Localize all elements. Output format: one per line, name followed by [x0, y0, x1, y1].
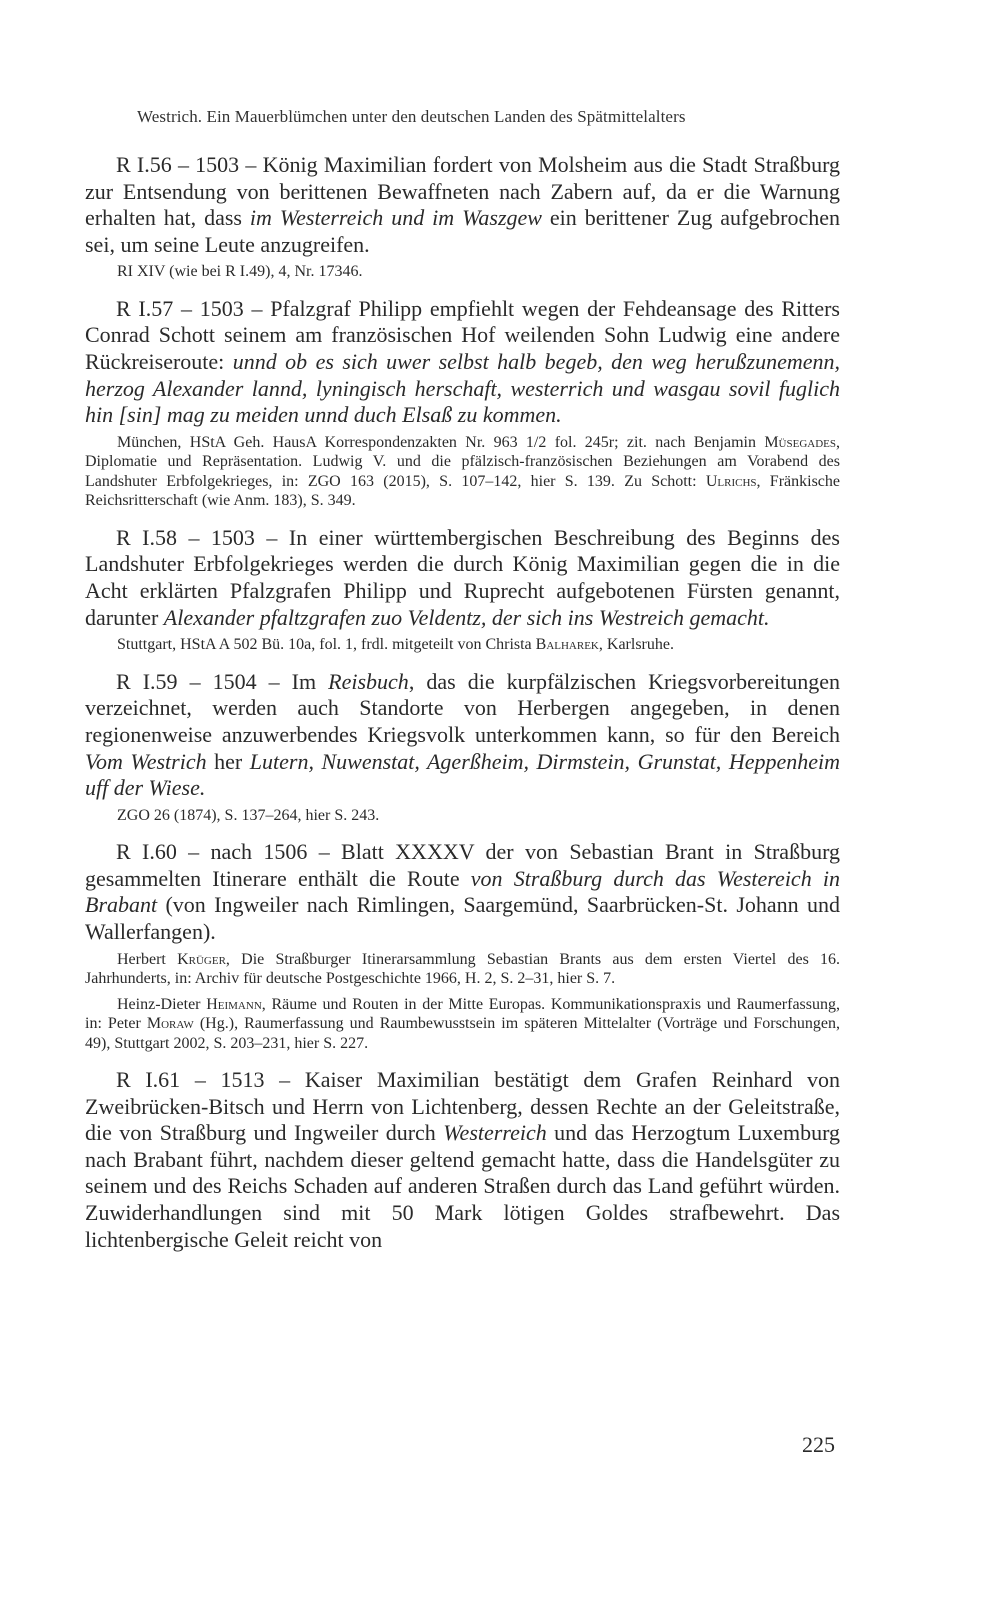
entry-text	[85, 296, 840, 429]
author-name: Ulrichs	[705, 472, 757, 490]
citation-segment: , Räume und Routen in der Mitte Europas. Kommunikationspraxis und Raumerfassung, in: Peter	[85, 995, 841, 1033]
source-citation	[85, 433, 840, 511]
text-segment: R I.61 – 1513 – Kaiser Maximilian bestätigt dem Grafen Reinhard von Zweibrücken-Bitsch und Herrn von Lichtenberg, dessen Rechte an der Geleitstraße, die von Straßburg und Ingweiler durch	[85, 1067, 840, 1146]
regest-entry	[85, 1067, 840, 1253]
author-name: Moraw	[146, 1015, 194, 1033]
text-segment: R I.60 – nach 1506 – Blatt XXXXV der von Sebastian Brant in Straßburg gesammelten Itinerare enthält die Route	[85, 839, 840, 891]
author-name: Müsegades	[764, 433, 836, 451]
author-name: Balharek	[535, 636, 599, 654]
citation-segment: München, HStA Geh. HausA Korrespondenzakten Nr. 963 1/2 fol. 245r; zit. nach Benjamin	[117, 433, 765, 451]
regest-entry	[85, 839, 840, 1053]
quoted-source-text: Westerreich	[443, 1120, 547, 1146]
entry-text	[85, 1067, 840, 1253]
quoted-source-text: von Straßburg durch das Westereich in Brabant	[85, 865, 840, 918]
citation-segment: , Karlsruhe.	[598, 636, 674, 654]
quoted-source-text: unnd ob es sich uwer selbst halb begeb, den weg herußzunemenn, herzog Alexander lannd, lyningisch herschaft, westerrich und wasgau sovil fuglich hin [sin] mag zu meiden unnd duch Elsaß zu kommen.	[85, 349, 840, 428]
entry-text	[85, 525, 840, 631]
citation-segment: ZGO 26 (1874), S. 137–264, hier S. 243.	[117, 806, 380, 824]
regest-entry	[85, 152, 840, 282]
entry-text	[85, 669, 840, 802]
text-segment: R I.57 – 1503 – Pfalzgraf Philipp empfiehlt wegen der Fehdeansage des Ritters Conrad Schott seinem am französischen Hof weilenden Sohn Ludwig eine andere Rückreiseroute:	[85, 295, 840, 375]
text-segment: ein berittener Zug aufgebrochen sei, um seine Leute anzugreifen.	[85, 205, 841, 257]
quoted-source-text: Vom Westrich	[85, 748, 207, 774]
source-citation	[85, 950, 840, 989]
page-number: 225	[802, 1432, 835, 1457]
citation-segment: , Diplomatie und Repräsentation. Ludwig V. und die pfälzisch-französischen Beziehungen am Vorabend des Landshuter Erbfolgekrieges, in: ZGO 163 (2015), S. 107–142, hier S. 139. Zu Schott:	[85, 433, 840, 490]
text-segment: (von Ingweiler nach Rimlingen, Saargemünd, Saarbrücken-St. Johann und Wallerfangen).	[85, 892, 840, 944]
text-segment: R I.56 – 1503 – König Maximilian fordert von Molsheim aus die Stadt Straßburg zur Entsendung von berittenen Bewaffneten nach Zabern auf, da er die Warnung erhalten hat, dass	[85, 152, 840, 231]
running-head: Westrich. Ein Mauerblümchen unter den deutschen Landen des Spätmittelalters	[137, 107, 686, 126]
source-citation	[85, 995, 840, 1054]
source-citation	[85, 635, 840, 655]
citation-segment: , Fränkische Reichsritterschaft (wie Anm. 183), S. 349.	[85, 472, 841, 510]
quoted-source-text: im Westerreich und im Waszgew	[249, 205, 542, 231]
regest-entry	[85, 525, 840, 655]
citation-segment: (Hg.), Raumerfassung und Raumbewusstsein im späteren Mittelalter (Vorträge und Forschungen, 49), Stuttgart 2002, S. 203–231, hier S. 227.	[85, 1015, 841, 1052]
text-segment: her	[206, 748, 250, 774]
entry-text	[85, 152, 840, 258]
quoted-source-text: Reisbuch	[328, 668, 409, 694]
page-body	[85, 152, 840, 1253]
text-segment: und das Herzogtum Luxemburg nach Brabant führt, nachdem dieser geltend gemacht hatte, dass die Handelsgüter zu seinem und des Reichs Schaden auf anderen Straßen durch das Land geführt würden. Zuwiderhandlungen sind mit 50 Mark lötigen Goldes strafbewehrt. Das lichtenbergische Geleit reicht von	[85, 1120, 840, 1252]
citation-segment: Stuttgart, HStA A 502 Bü. 10a, fol. 1, frdl. mitgeteilt von Christa	[117, 636, 536, 654]
citation-segment: Herbert	[117, 950, 178, 968]
quoted-source-text: Lutern, Nuwenstat, Agerßheim, Dirmstein, Grunstat, Heppenheim uff der Wiese.	[85, 748, 841, 801]
text-segment: , das die kurpfälzischen Kriegsvorbereitungen verzeichnet, werden auch Standorte von Herbergen angegeben, in denen regionenweise anzuwerbendes Kriegsvolk unterkommen kann, so für den Bereich	[85, 668, 840, 747]
text-segment: R I.58 – 1503 – In einer württembergischen Beschreibung des Beginns des Landshuter Erbfolgekrieges werden die durch König Maximilian gegen die in die Acht erklärten Pfalzgrafen Philipp und Ruprecht aufgebotenen Fürsten genannt, darunter	[85, 524, 840, 630]
citation-segment: , Die Straßburger Itinerarsammlung Sebastian Brants aus dem ersten Viertel des 16. Jahrhunderts, in: Archiv für deutsche Postgeschichte 1966, H. 2, S. 2–31, hier S. 7.	[85, 950, 840, 988]
citation-segment: RI XIV (wie bei R I.49), 4, Nr. 17346.	[117, 263, 363, 281]
source-citation	[85, 806, 840, 826]
citation-segment: Heinz-Dieter	[117, 995, 207, 1013]
author-name: Heimann	[206, 995, 262, 1013]
quoted-source-text: Alexander pfaltzgrafen zuo Veldentz, der sich ins Westreich gemacht.	[163, 604, 770, 630]
source-citation	[85, 262, 840, 282]
text-segment: R I.59 – 1504 – Im	[116, 668, 329, 694]
regest-entry	[85, 296, 840, 511]
author-name: Krüger	[177, 950, 226, 968]
regest-entry	[85, 669, 840, 825]
entry-text	[85, 839, 840, 945]
